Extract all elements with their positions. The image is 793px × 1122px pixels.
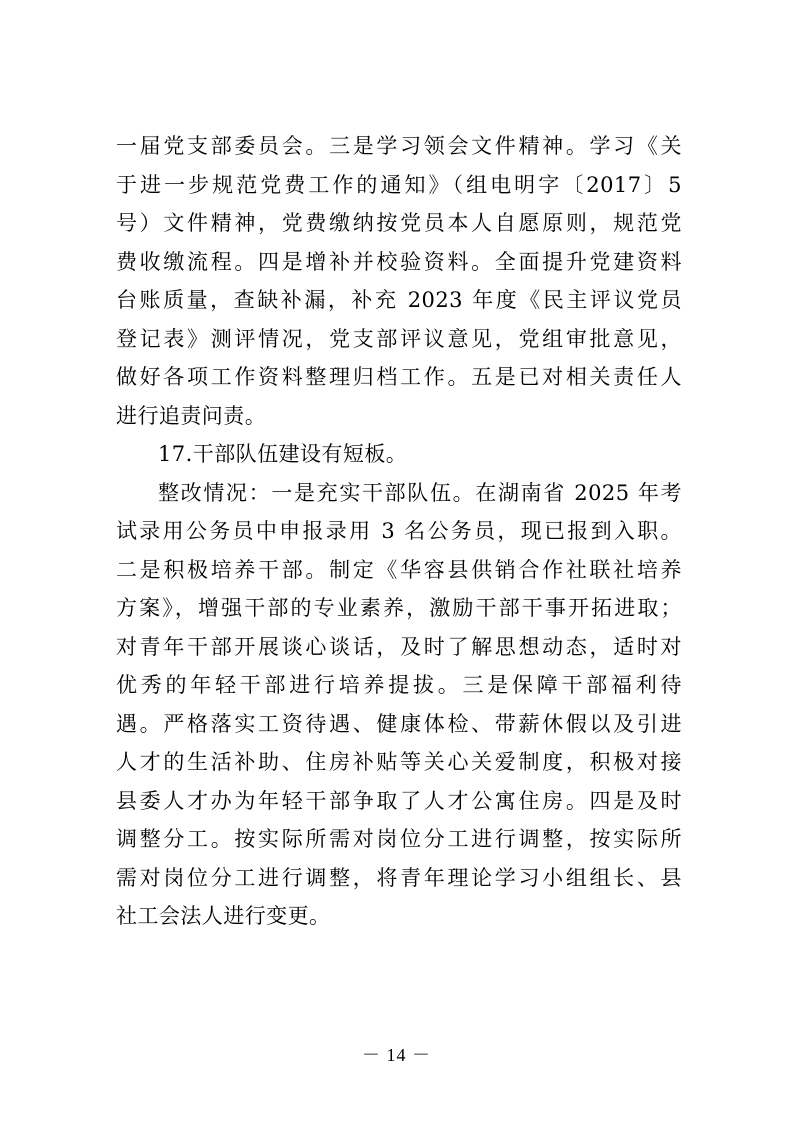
text-line: 优秀的年轻干部进行培养提拔。三是保障干部福利待 [116,673,682,697]
text-line: 对青年干部开展谈心谈话，及时了解思想动态，适时对 [116,634,682,659]
page-number: － 14 － [362,1045,431,1065]
section-heading: 17.干部队伍建设有短板。 [158,442,408,466]
text-line: 二是积极培养干部。制定《华容县供销合作社联社培养 [116,557,682,582]
text-line: 做好各项工作资料整理归档工作。五是已对相关责任人 [116,365,682,389]
text-line: 县委人才办为年轻干部争取了人才公寓住房。四是及时 [116,788,682,813]
document-body [116,127,682,936]
text-line: 进行追责问责。 [116,403,267,428]
text-line: 遇。严格落实工资待遇、健康体检、带薪休假以及引进 [116,711,682,736]
text-line: 需对岗位分工进行调整，将青年理论学习小组组长、县 [116,865,682,890]
text-line: 费收缴流程。四是增补并校验资料。全面提升党建资料 [116,249,682,274]
text-line: 试录用公务员中申报录用 3 名公务员，现已报到入职。 [116,519,682,543]
text-line: 于进一步规范党费工作的通知》（组电明字〔2017〕5 [116,172,682,197]
text-line: 台账质量，查缺补漏，补充 2023 年度《民主评议党员 [116,288,682,312]
text-line: 调整分工。按实际所需对岗位分工进行调整，按实际所 [116,827,682,851]
text-line: 人才的生活补助、住房补贴等关心关爱制度，积极对接 [116,750,682,774]
text-line: 整改情况：一是充实干部队伍。在湖南省 2025 年考 [158,480,682,505]
text-line: 社工会法人进行变更。 [116,904,331,928]
text-line: 号）文件精神，党费缴纳按党员本人自愿原则，规范党 [116,211,682,235]
text-line: 登记表》测评情况，党支部评议意见，党组审批意见， [116,326,682,351]
text-line: 一届党支部委员会。三是学习领会文件精神。学习《关 [116,134,682,158]
text-line: 方案》，增强干部的专业素养，激励干部干事开拓进取； [116,596,682,620]
